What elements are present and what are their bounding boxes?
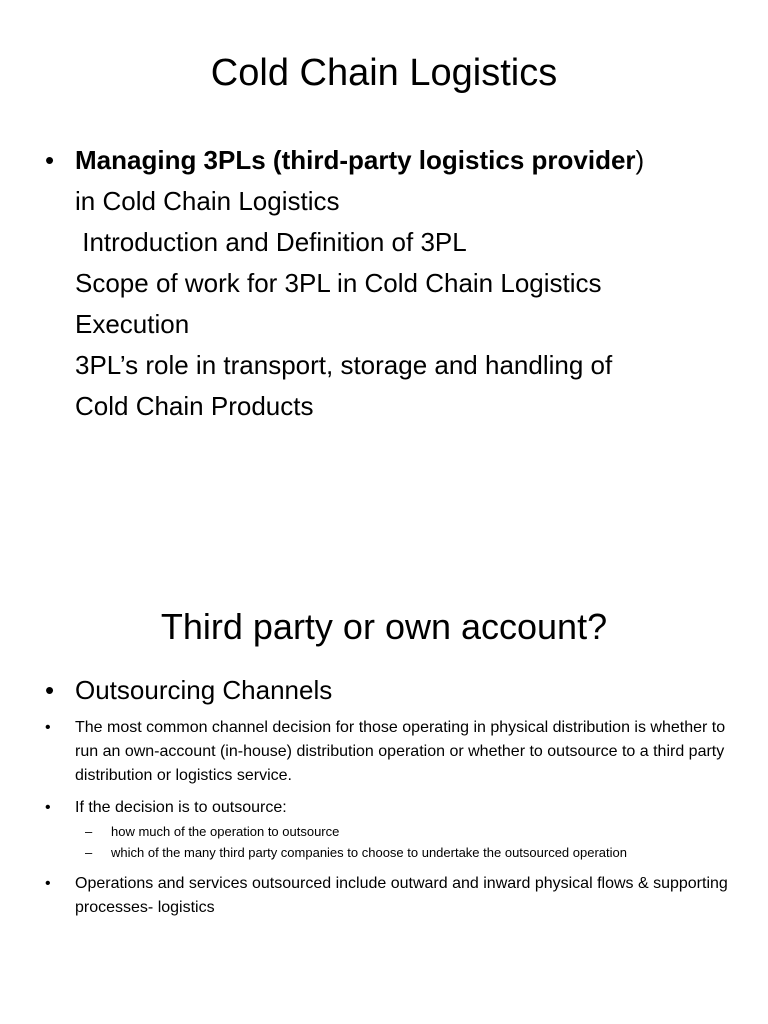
list-item [45,716,735,788]
bullet-dot-icon: • [45,875,51,892]
list-item-text: If the decision is to outsource: [75,799,287,816]
list-item [45,796,735,820]
bullet-close-paren: ) [635,145,645,175]
sub-item-text: how much of the operation to outsource [111,824,340,839]
bullet-dot-icon: • [45,799,51,816]
bullet-item [45,140,735,181]
list-item-text: Operations and services outsourced include outward and inward physical flows & supporting processes- logistics [75,875,728,916]
line-1: in Cold Chain Logistics [75,186,340,216]
sub-item-text: which of the many third party companies to choose to undertake the outsourced operation [111,845,627,860]
bullet-text [75,140,735,181]
slide-third-party [0,512,768,1024]
slide-title: Cold Chain Logistics [210,52,558,94]
list-item [45,872,735,920]
bullet-dot-icon: • [45,145,55,175]
bullet-bold-text: Managing 3PLs (third-party logistics provider [75,145,636,175]
list-item-text: The most common channel decision for those operating in physical distribution is whether to run an own-account (in-house) distribution operation or whether to outsource to a third party distribution or logistics service. [75,719,726,784]
line-3: Scope of work for 3PL in Cold Chain Logistics [75,268,602,298]
bullet-list [45,140,735,427]
slide-title: Third party or own account? [160,606,608,647]
main-bullet-text: Outsourcing Channels [75,675,333,705]
line-4: Execution [75,309,190,339]
bullet-dot-icon: • [45,719,51,736]
dash-icon: – [85,845,93,860]
detail-list [45,716,735,928]
bullet-item [45,670,735,711]
line-2: Introduction and Definition of 3PL [75,227,467,257]
line-5: 3PL’s role in transport, storage and handling of [75,350,613,380]
dash-icon: – [85,824,93,839]
main-bullet [45,670,735,711]
sub-item [85,822,735,841]
sub-item [85,843,735,862]
line-6: Cold Chain Products [75,391,314,421]
bullet-dot-icon: • [45,675,55,705]
